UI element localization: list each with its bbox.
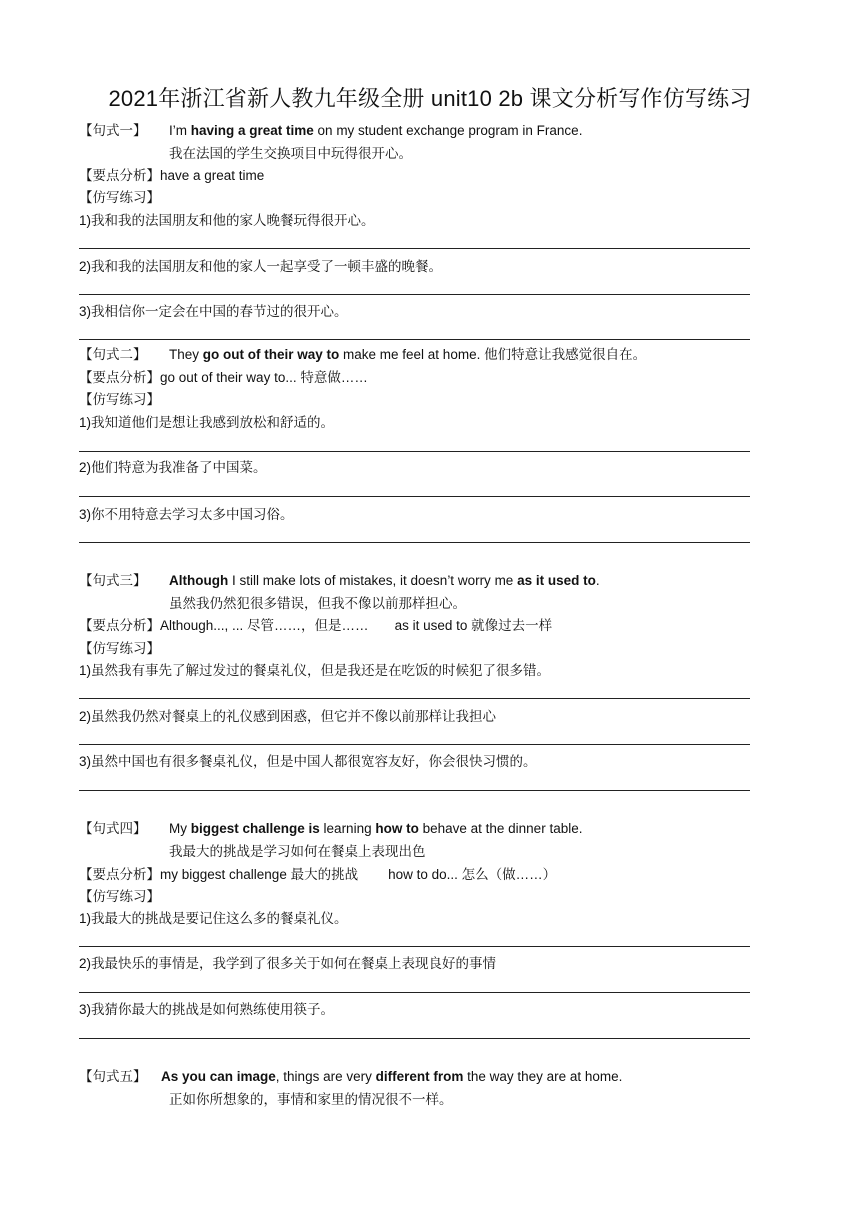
page-title: 2021年浙江省新人教九年级全册 unit10 2b 课文分析写作仿写练习 (108, 86, 752, 111)
section-3-translation: 虽然我仍然犯很多错误，但我不像以前那样担心。 (169, 596, 466, 611)
section-4-analysis (79, 866, 556, 884)
sentence-text: learning (319, 821, 376, 836)
section-3-tag: 【句式三】 (79, 573, 147, 588)
answer-line[interactable] (79, 339, 750, 340)
section-1-tag: 【句式一】 (79, 123, 147, 138)
answer-line[interactable] (79, 992, 750, 993)
section-4-sentence (169, 821, 582, 836)
analysis-label: 【要点分析】 (79, 168, 160, 183)
section-1-practice-label: 【仿写练习】 (79, 190, 160, 205)
exercise-prompt: 2)虽然我仍然对餐桌上的礼仪感到困惑，但它并不像以前那样让我担心 (79, 709, 497, 724)
analysis-label: 【要点分析】 (79, 618, 160, 633)
answer-line[interactable] (79, 698, 750, 699)
answer-line[interactable] (79, 790, 750, 791)
sentence-keyword: having a great time (190, 123, 314, 138)
answer-line[interactable] (79, 1038, 750, 1039)
sentence-keyword: As you can image (161, 1069, 276, 1084)
answer-line[interactable] (79, 542, 750, 543)
exercise-prompt: 1)我知道他们是想让我感到放松和舒适的。 (79, 415, 335, 430)
analysis-label: 【要点分析】 (79, 867, 160, 882)
section-5-pattern (79, 1068, 622, 1086)
sentence-keyword: different from (375, 1069, 464, 1084)
sentence-keyword: as it used to (517, 573, 596, 588)
answer-line[interactable] (79, 946, 750, 947)
analysis-text-2: as it used to 就像过去一样 (394, 618, 553, 633)
section-2-pattern (79, 346, 646, 364)
section-4-translation: 我最大的挑战是学习如何在餐桌上表现出色 (169, 844, 426, 859)
section-1-translation: 我在法国的学生交换项目中玩得很开心。 (169, 146, 412, 161)
exercise-prompt: 3)虽然中国也有很多餐桌礼仪，但是中国人都很宽容友好，你会很快习惯的。 (79, 754, 537, 769)
sentence-text: on my student exchange program in France. (313, 123, 583, 138)
answer-line[interactable] (79, 744, 750, 745)
sentence-text: My (169, 821, 191, 836)
sentence-text: They (169, 347, 203, 362)
answer-line[interactable] (79, 294, 750, 295)
exercise-prompt: 1)我最大的挑战是要记住这么多的餐桌礼仪。 (79, 911, 348, 926)
sentence-text: . (595, 573, 600, 588)
analysis-text: have a great time (160, 168, 265, 183)
section-2-practice-label: 【仿写练习】 (79, 392, 160, 407)
section-3-analysis (79, 617, 552, 635)
sentence-text: , things are very (275, 1069, 376, 1084)
section-2-sentence (169, 347, 646, 362)
section-1-analysis (79, 167, 264, 185)
section-4-practice-label: 【仿写练习】 (79, 889, 160, 904)
section-4-pattern (79, 820, 582, 838)
section-3-practice-label: 【仿写练习】 (79, 641, 160, 656)
exercise-prompt: 2)他们特意为我准备了中国菜。 (79, 460, 267, 475)
sentence-keyword: go out of their way to (202, 347, 340, 362)
exercise-prompt: 3)我猜你最大的挑战是如何熟练使用筷子。 (79, 1002, 335, 1017)
exercise-prompt: 2)我最快乐的事情是，我学到了很多关于如何在餐桌上表现良好的事情 (79, 956, 497, 971)
section-1-sentence (169, 123, 582, 138)
analysis-label: 【要点分析】 (79, 370, 160, 385)
sentence-keyword: Although (169, 573, 229, 588)
analysis-text-2: how to do... 怎么（做……） (388, 867, 557, 882)
section-4-tag: 【句式四】 (79, 821, 147, 836)
analysis-text: go out of their way to... 特意做…… (160, 370, 368, 385)
analysis-text: Although..., ... 尽管……，但是…… (160, 618, 369, 633)
answer-line[interactable] (79, 248, 750, 249)
sentence-text: behave at the dinner table. (418, 821, 583, 836)
section-3-pattern (79, 572, 600, 590)
section-5-translation: 正如你所想象的，事情和家里的情况很不一样。 (169, 1092, 453, 1107)
exercise-prompt: 1)虽然我有事先了解过发过的餐桌礼仪，但是我还是在吃饭的时候犯了很多错。 (79, 663, 551, 678)
answer-line[interactable] (79, 496, 750, 497)
sentence-text: make me feel at home. 他们特意让我感觉很自在。 (339, 347, 647, 362)
section-2-tag: 【句式二】 (79, 347, 147, 362)
sentence-text: I still make lots of mistakes, it doesn’t worry me (228, 573, 518, 588)
sentence-text: the way they are at home. (463, 1069, 623, 1084)
exercise-prompt: 3)我相信你一定会在中国的春节过的很开心。 (79, 304, 348, 319)
answer-line[interactable] (79, 451, 750, 452)
sentence-keyword: how to (375, 821, 419, 836)
sentence-text: I’m (169, 123, 191, 138)
section-2-analysis (79, 369, 368, 387)
exercise-prompt: 1)我和我的法国朋友和他的家人晚餐玩得很开心。 (79, 213, 375, 228)
section-1-pattern (79, 122, 582, 140)
exercise-prompt: 2)我和我的法国朋友和他的家人一起享受了一顿丰盛的晚餐。 (79, 259, 443, 274)
sentence-keyword: biggest challenge is (190, 821, 320, 836)
analysis-text: my biggest challenge 最大的挑战 (160, 867, 359, 882)
section-5-tag: 【句式五】 (79, 1069, 147, 1084)
section-3-sentence (169, 573, 600, 588)
section-5-sentence (161, 1069, 622, 1084)
exercise-prompt: 3)你不用特意去学习太多中国习俗。 (79, 507, 294, 522)
